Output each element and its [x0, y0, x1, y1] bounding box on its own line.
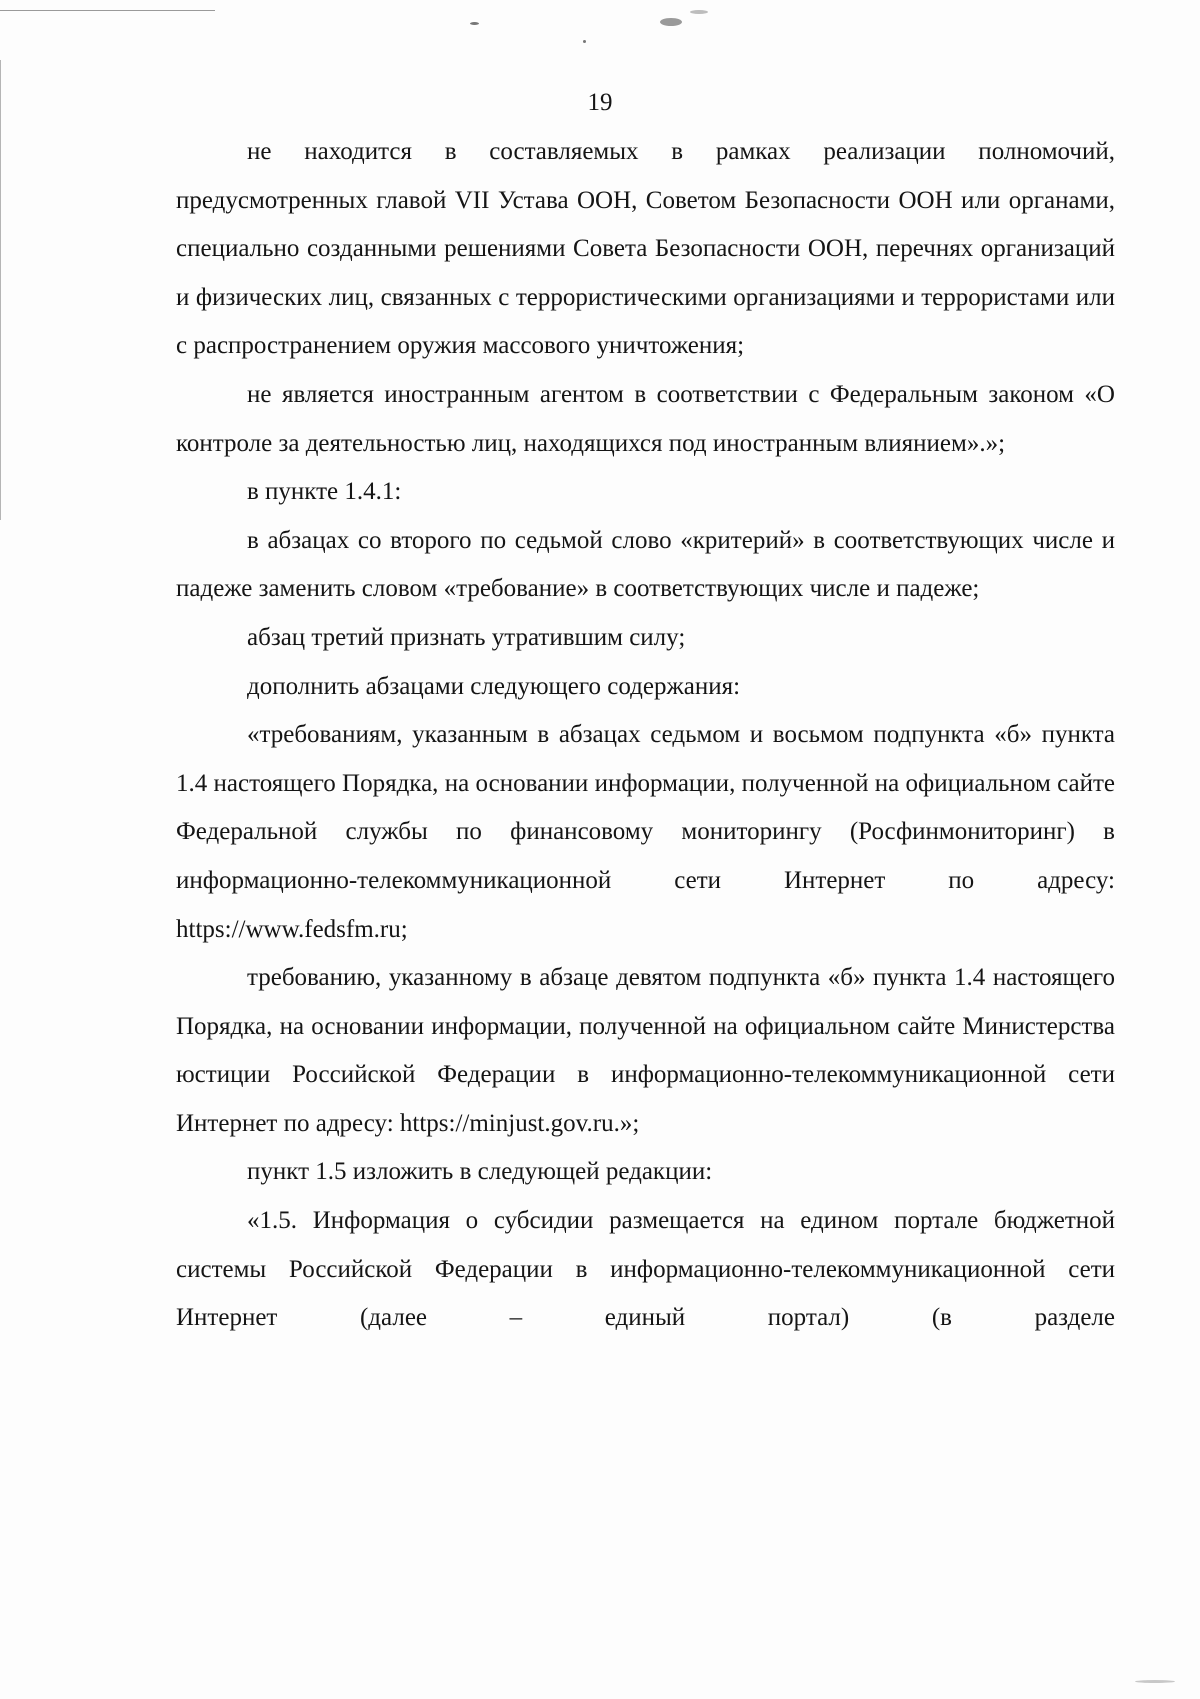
scan-speck	[1135, 1680, 1175, 1683]
scan-speck	[583, 40, 586, 43]
paragraph: «1.5. Информация о субсидии размещается на едином портале бюджетной системы Российской Федерации в информационно-телекоммуникационной сети Интернет (далее – единый портал) (в разделе	[176, 1207, 1115, 1332]
paragraph: дополнить абзацами следующего содержания:	[247, 672, 741, 700]
document-body	[176, 128, 1115, 1343]
paragraph: абзац третий признать утратившим силу;	[247, 623, 686, 651]
paragraph: не является иностранным агентом в соответствии с Федеральным законом «О контроле за деятельностью лиц, находящихся под иностранным влиянием».»;	[176, 380, 1115, 457]
scan-speck	[690, 10, 708, 14]
paragraph: «требованиям, указанным в абзацах седьмом и восьмом подпункта «б» пункта 1.4 настоящего Порядка, на основании информации, полученной на официальном сайте Федеральной службы по финансовому мониторингу (Росфинмониторинг) в информационно-телекоммуникационной сети Интернет по адресу: https://www.fedsfm.ru;	[176, 721, 1115, 943]
paragraph: пункт 1.5 изложить в следующей редакции:	[247, 1158, 713, 1186]
scan-edge-line	[0, 60, 1, 520]
paragraph: в пункте 1.4.1:	[247, 478, 402, 506]
page-number: 19	[587, 89, 613, 116]
scan-edge-line	[0, 10, 215, 11]
scan-speck	[470, 22, 479, 25]
paragraph: не находится в составляемых в рамках реализации полномочий, предусмотренных главой VII Устава ООН, Советом Безопасности ООН или органами, специально созданными решениями Совета Безопасности ООН, перечнях организаций и физических лиц, связанных с террористическими организациями и террористами или с распространением оружия массового уничтожения;	[176, 138, 1115, 360]
scan-speck	[660, 18, 682, 26]
paragraph: в абзацах со второго по седьмой слово «критерий» в соответствующих числе и падеже заменить словом «требование» в соответствующих числе и падеже;	[176, 526, 1115, 603]
paragraph: требованию, указанному в абзаце девятом подпункта «б» пункта 1.4 настоящего Порядка, на основании информации, полученной на официальном сайте Министерства юстиции Российской Федерации в информационно-телекоммуникационной сети Интернет по адресу: https://minjust.gov.ru.»;	[176, 964, 1115, 1137]
